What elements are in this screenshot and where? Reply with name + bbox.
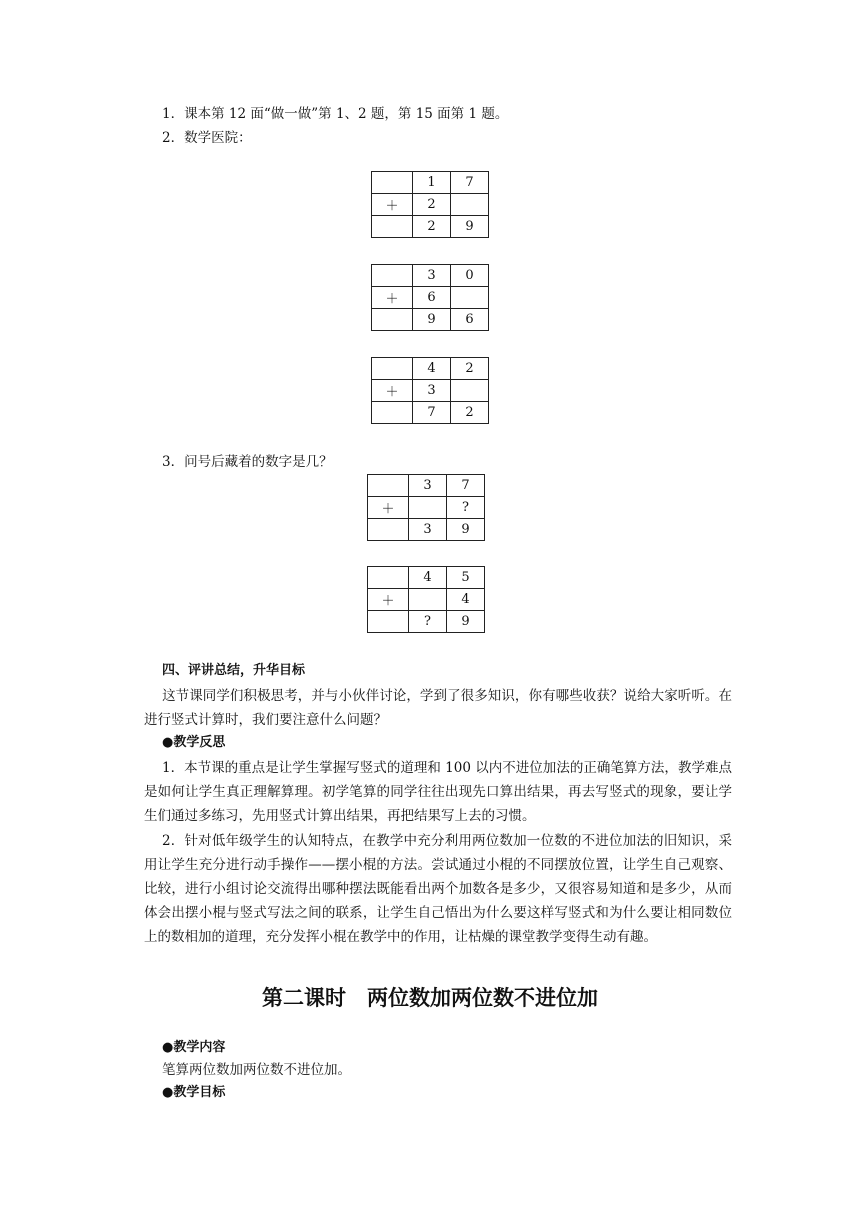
- table-row: [372, 172, 489, 194]
- table-cell: 4: [413, 358, 451, 380]
- table-cell: [368, 611, 409, 633]
- table-cell: 9: [447, 519, 485, 541]
- table-row: [372, 194, 489, 216]
- reflection-title: ●教学反思: [162, 735, 226, 750]
- table-cell: 2: [451, 402, 489, 424]
- table-cell: ＋: [368, 589, 409, 611]
- table-cell: ＋: [372, 287, 413, 309]
- table-row: [372, 358, 489, 380]
- question-table-2: [367, 566, 485, 633]
- table-cell: 6: [451, 309, 489, 331]
- teaching-goals-title: ●教学目标: [162, 1085, 226, 1100]
- table-cell: [372, 358, 413, 380]
- table-cell: [368, 519, 409, 541]
- vertical-addition-table-1: [371, 171, 489, 238]
- table-cell: 5: [447, 567, 485, 589]
- table-cell: [372, 216, 413, 238]
- table-cell: 2: [451, 358, 489, 380]
- table-row: [372, 380, 489, 402]
- table-cell: ＋: [372, 194, 413, 216]
- table-cell: [372, 265, 413, 287]
- table-cell: 0: [451, 265, 489, 287]
- reflection-text-1: 1．本节课的重点是让学生掌握写竖式的道理和 100 以内不进位加法的正确笔算方法，教学难点是如何让学生真正理解算理。初学笔算的同学往往出现先口算出结果，再去写竖式的现象，要让学生们通过多练习，先用竖式计算出结果，再把结果写上去的习惯。: [144, 760, 732, 824]
- table-row: [372, 402, 489, 424]
- table-cell: [451, 194, 489, 216]
- table-cell: 7: [451, 172, 489, 194]
- table-cell: [372, 402, 413, 424]
- table-row: [368, 567, 485, 589]
- teaching-content-text: 笔算两位数加两位数不进位加。: [162, 1062, 351, 1078]
- table-cell: 7: [447, 475, 485, 497]
- reflection-paragraph-1: [144, 756, 732, 828]
- table-cell: 9: [413, 309, 451, 331]
- table-row: [372, 287, 489, 309]
- table-cell: 7: [413, 402, 451, 424]
- table-cell: 3: [413, 380, 451, 402]
- table-cell: ?: [447, 497, 485, 519]
- table-row: [368, 611, 485, 633]
- table-cell: 2: [413, 194, 451, 216]
- section-4-paragraph: [144, 684, 732, 732]
- table-cell: 3: [409, 519, 447, 541]
- table-row: [368, 589, 485, 611]
- table-cell: 4: [409, 567, 447, 589]
- table-row: [372, 265, 489, 287]
- table-cell: ?: [409, 611, 447, 633]
- question-3: 3．问号后藏着的数字是几？: [162, 454, 333, 470]
- table-cell: 2: [413, 216, 451, 238]
- table-row: [372, 216, 489, 238]
- reflection-paragraph-2: [144, 829, 732, 949]
- table-cell: [372, 172, 413, 194]
- teaching-content-title: ●教学内容: [162, 1040, 226, 1055]
- vertical-addition-table-2: [371, 264, 489, 331]
- table-cell: [368, 567, 409, 589]
- table-cell: ＋: [368, 497, 409, 519]
- reflection-text-2: 2．针对低年级学生的认知特点，在教学中充分利用两位数加一位数的不进位加法的旧知识，采用让学生充分进行动手操作——摆小棍的方法。尝试通过小棍的不同摆放位置，让学生自己观察、比较，进行小组讨论交流得出哪种摆法既能看出两个加数各是多少，又很容易知道和是多少，从而体会出摆小棍与竖式写法之间的联系，让学生自己悟出为什么要这样写竖式和为什么要让相同数位上的数相加的道理，充分发挥小棍在教学中的作用，让枯燥的课堂教学变得生动有趣。: [144, 833, 732, 945]
- table-cell: [372, 309, 413, 331]
- table-row: [368, 475, 485, 497]
- table-row: [372, 309, 489, 331]
- section-4-text: 这节课同学们积极思考，并与小伙伴讨论，学到了很多知识，你有哪些收获？说给大家听听。在进行竖式计算时，我们要注意什么问题？: [144, 688, 732, 728]
- lesson-2-title: 第二课时 两位数加两位数不进位加: [262, 986, 598, 1010]
- table-cell: 9: [447, 611, 485, 633]
- question-table-1: [367, 474, 485, 541]
- table-row: [368, 519, 485, 541]
- table-row: [368, 497, 485, 519]
- table-cell: 9: [451, 216, 489, 238]
- table-cell: [368, 475, 409, 497]
- exercise-line-1: 1．课本第 12 面“做一做”第 1、2 题，第 15 面第 1 题。: [162, 106, 509, 122]
- table-cell: 3: [409, 475, 447, 497]
- table-cell: [451, 287, 489, 309]
- exercise-line-2: 2．数学医院：: [162, 130, 252, 146]
- table-cell: 1: [413, 172, 451, 194]
- table-cell: ＋: [372, 380, 413, 402]
- table-cell: 6: [413, 287, 451, 309]
- table-cell: [451, 380, 489, 402]
- table-cell: 4: [447, 589, 485, 611]
- table-cell: 3: [413, 265, 451, 287]
- table-cell: [409, 589, 447, 611]
- section-4-title: 四、评讲总结，升华目标: [162, 663, 306, 678]
- table-cell: [409, 497, 447, 519]
- vertical-addition-table-3: [371, 357, 489, 424]
